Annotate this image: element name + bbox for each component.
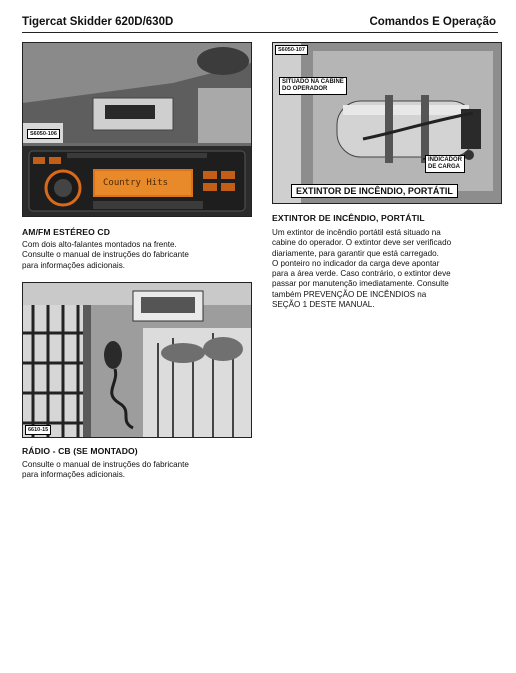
- callout-cabin-line: SITUADO NA CABINE: [282, 79, 344, 85]
- cb-radio-photo-illustration: [23, 283, 251, 437]
- callout-charge-line: DE CARGA: [428, 164, 461, 170]
- radio-line: para informações adicionais.: [22, 470, 126, 480]
- radio-paragraph: [22, 460, 189, 481]
- stereo-display-text: Country Hits: [103, 178, 169, 188]
- callout-charge-indicator: [425, 155, 465, 173]
- radio-heading: RÁDIO - CB (SE MONTADO): [22, 446, 138, 456]
- header-right-title: Comandos E Operação: [369, 16, 496, 28]
- extinguisher-photo-caption: EXTINTOR DE INCÊNDIO, PORTÁTIL: [291, 184, 458, 198]
- extinguisher-paragraph: [272, 228, 451, 310]
- stereo-line: Com dois alto-falantes montados na frente.: [22, 240, 177, 249]
- extinguisher-line: O ponteiro no indicador da carga deve apontar: [272, 258, 440, 268]
- extinguisher-photo-id: S6050-107: [275, 45, 308, 55]
- stereo-photo-id: S6050-106: [27, 129, 60, 139]
- extinguisher-photo: [272, 42, 502, 204]
- radio-photo-id: 6610-15: [25, 425, 51, 435]
- stereo-heading: AM/FM ESTÉREO CD: [22, 227, 111, 237]
- callout-charge-line: INDICADOR: [428, 157, 462, 163]
- extinguisher-line: SEÇÃO 1 DESTE MANUAL.: [272, 300, 375, 310]
- extinguisher-line: também PREVENÇÃO DE INCÊNDIOS na: [272, 289, 427, 299]
- stereo-photo: [22, 42, 252, 217]
- extinguisher-heading: EXTINTOR DE INCÊNDIO, PORTÁTIL: [272, 213, 425, 223]
- radio-line: Consulte o manual de instruções do fabricante: [22, 460, 189, 469]
- callout-cabin-line: DO OPERADOR: [282, 86, 328, 92]
- stereo-paragraph: [22, 240, 189, 271]
- extinguisher-photo-illustration: [273, 43, 501, 203]
- extinguisher-line: diariamente, para garantir que está carregado.: [272, 248, 439, 258]
- stereo-line: para informações adicionais.: [22, 260, 126, 270]
- header-rule: [22, 32, 498, 33]
- stereo-line: Consulte o manual de instruções do fabricante: [22, 250, 189, 260]
- extinguisher-line: Um extintor de incêndio portátil está situado na: [272, 228, 441, 237]
- extinguisher-line: cabine do operador. O extintor deve ser verificado: [272, 238, 452, 248]
- header-left-title: Tigercat Skidder 620D/630D: [22, 16, 174, 28]
- extinguisher-line: para a área verde. Caso contrário, o extintor deve: [272, 269, 451, 279]
- callout-cabin: [279, 77, 347, 95]
- cb-radio-photo: [22, 282, 252, 438]
- extinguisher-line: passar por manutenção imediatamente. Consulte: [272, 279, 449, 289]
